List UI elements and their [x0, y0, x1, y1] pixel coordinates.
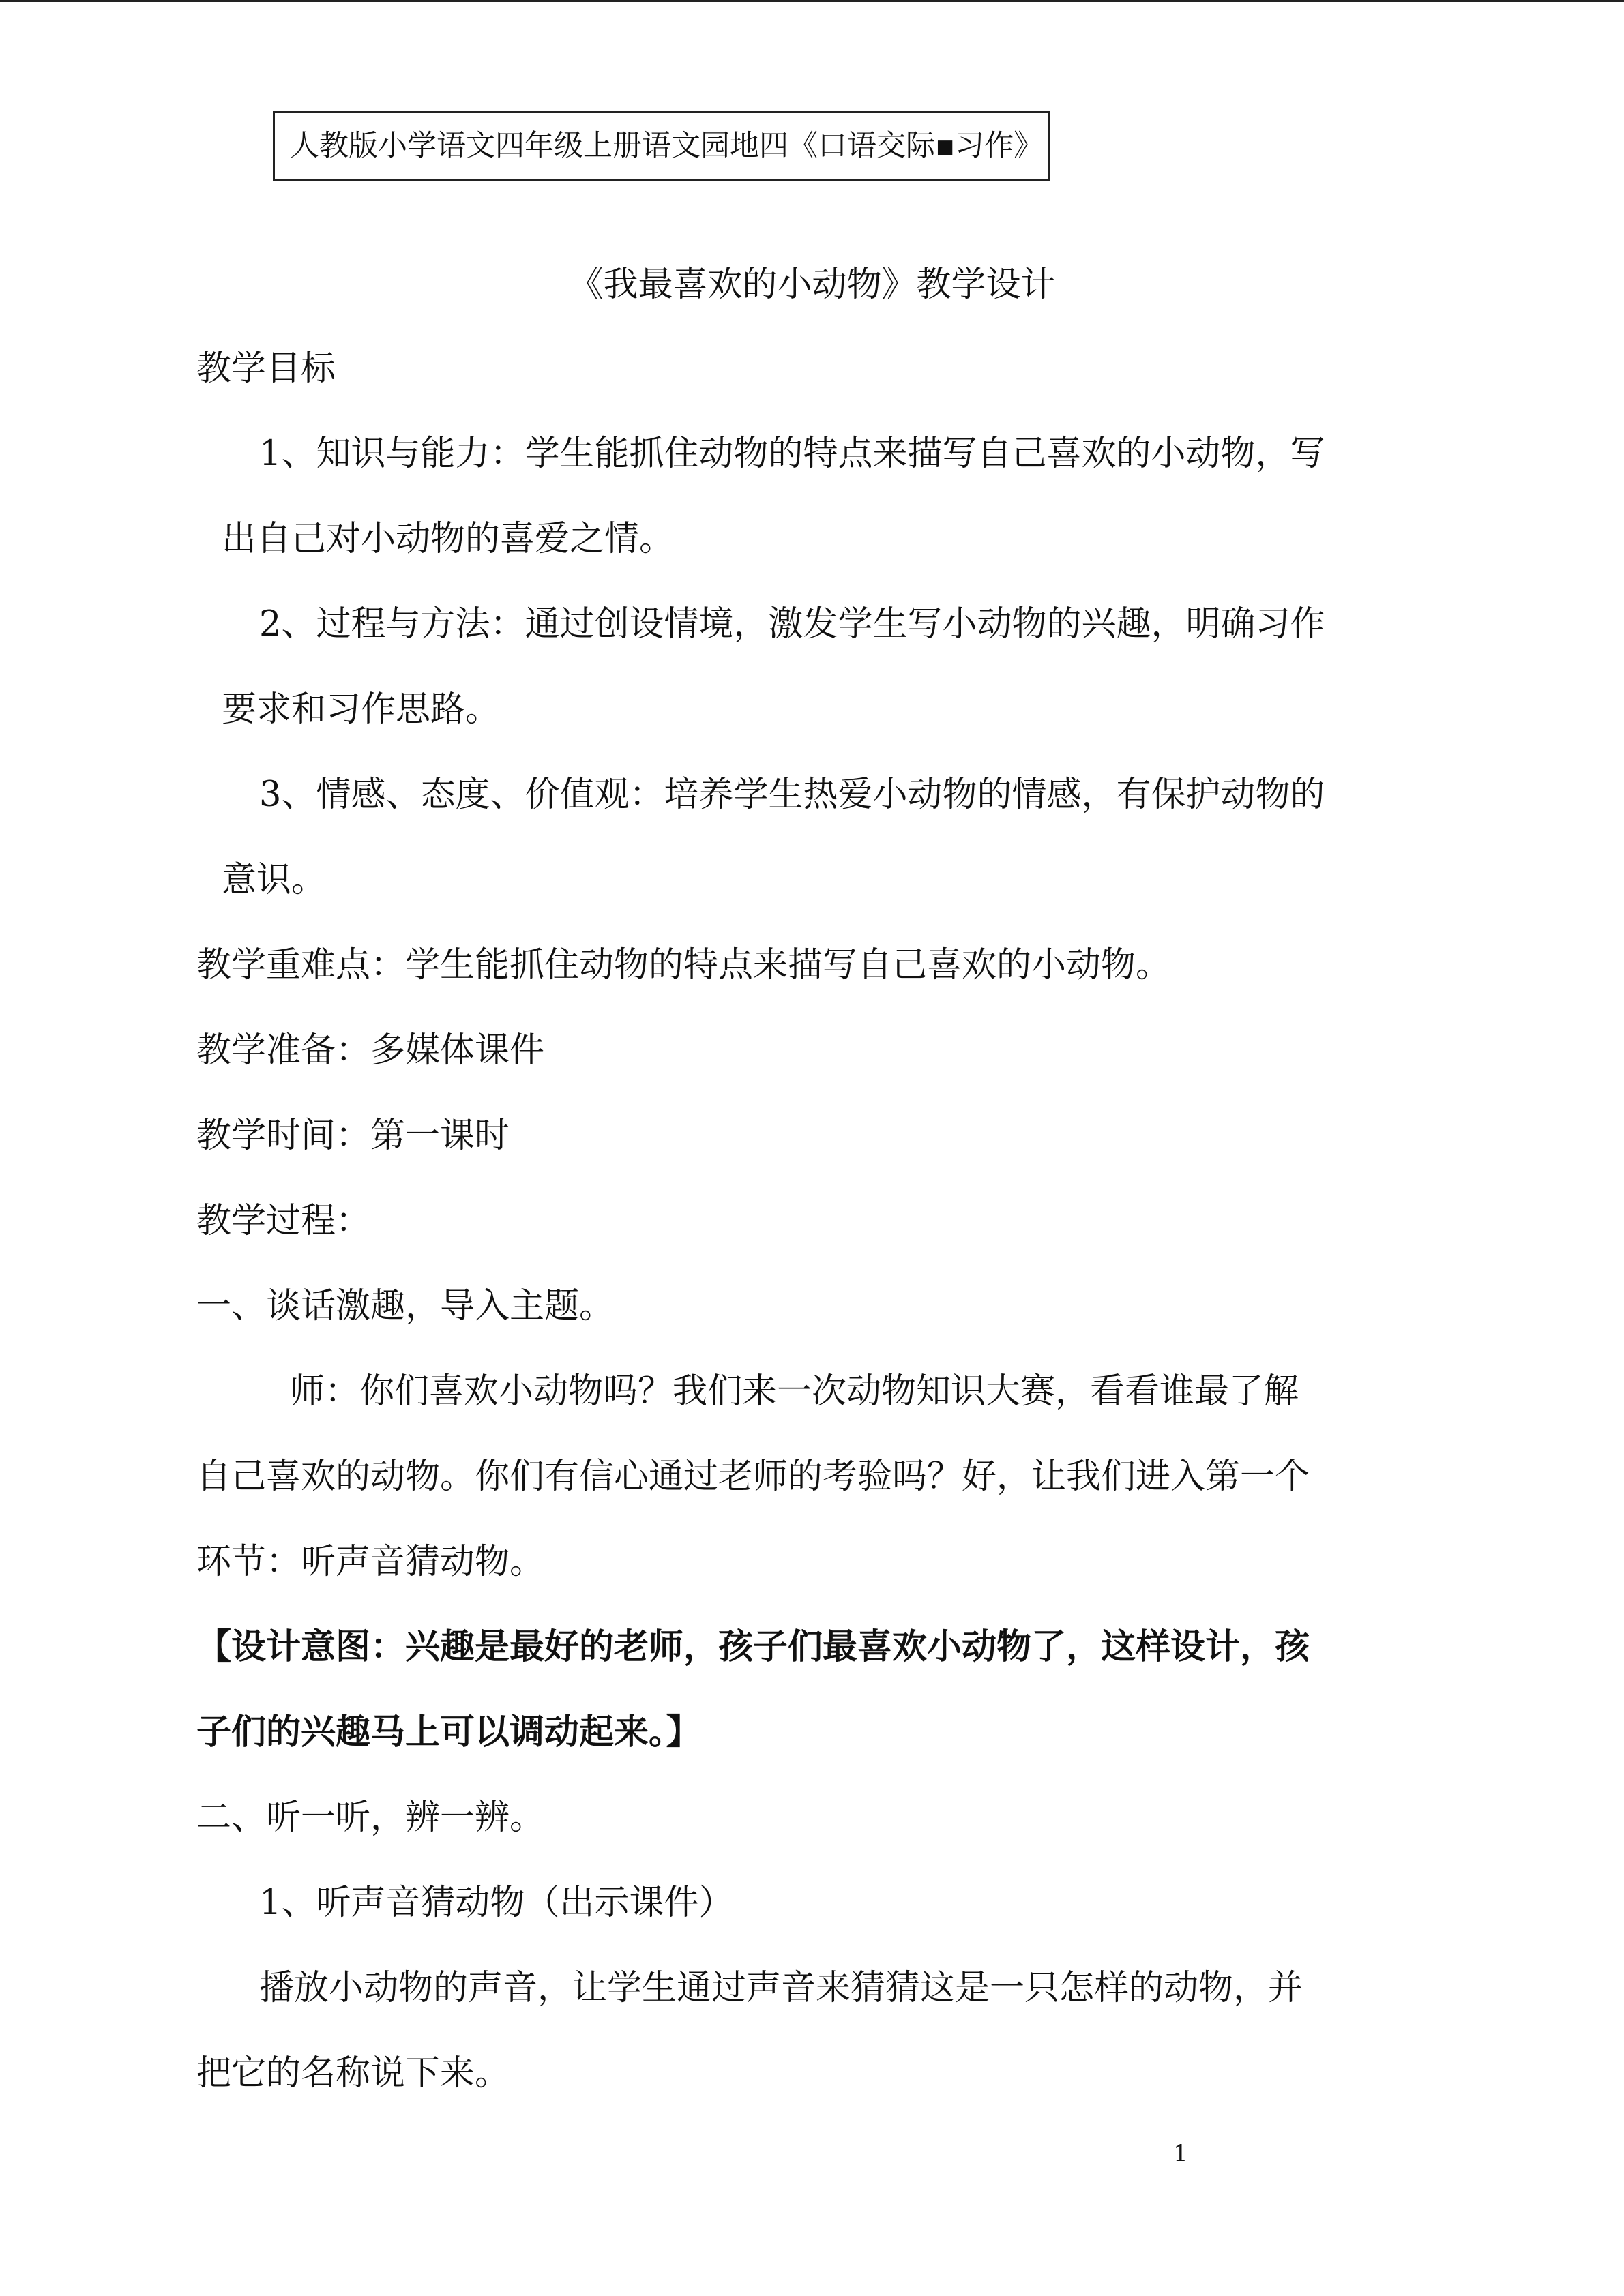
paragraph-line: 意识。 — [222, 860, 327, 900]
design-intent-line: 子们的兴趣马上可以调动起来。】 — [196, 1712, 701, 1753]
paragraph-line: 1、知识与能力：学生能抓住动物的特点来描写自己喜欢的小动物，写 — [259, 434, 1325, 474]
paragraph-line: 教学过程： — [196, 1201, 371, 1241]
document-title: 《我最喜欢的小动物》教学设计 — [568, 265, 1056, 305]
design-intent-line: 【设计意图：兴趣是最好的老师，孩子们最喜欢小动物了，这样设计，孩 — [196, 1627, 1310, 1667]
paragraph-line: 播放小动物的声音，让学生通过声音来猜猜这是一只怎样的动物，并 — [259, 1968, 1303, 2008]
paragraph-line: 要求和习作思路。 — [222, 689, 501, 730]
paragraph-line: 教学准备：多媒体课件 — [196, 1030, 545, 1071]
paragraph-line: 出自己对小动物的喜爱之情。 — [222, 519, 675, 559]
section-heading: 二、听一听，辨一辨。 — [196, 1798, 545, 1838]
page-number: 1 — [1173, 2140, 1188, 2167]
paragraph-line: 把它的名称说下来。 — [196, 2053, 510, 2093]
paragraph-line: 教学重难点：学生能抓住动物的特点来描写自己喜欢的小动物。 — [196, 945, 1171, 985]
header-label: 人教版小学语文四年级上册语文园地四《口语交际▪习作》 — [290, 129, 1044, 163]
paragraph-line: 环节：听声音猜动物。 — [196, 1542, 545, 1582]
paragraph-line: 1、听声音猜动物（出示课件） — [259, 1883, 734, 1923]
header-box — [273, 111, 1050, 181]
paragraph-line: 2、过程与方法：通过创设情境，激发学生写小动物的兴趣，明确习作 — [259, 604, 1325, 644]
paragraph-line: 自己喜欢的动物。你们有信心通过老师的考验吗？好，让我们进入第一个 — [196, 1457, 1310, 1497]
section-heading: 教学目标 — [196, 348, 336, 389]
paragraph-line: 3、情感、态度、价值观：培养学生热爱小动物的情感，有保护动物的 — [259, 775, 1325, 815]
section-heading: 一、谈话激趣，导入主题。 — [196, 1286, 615, 1326]
paragraph-line: 教学时间：第一课时 — [196, 1116, 510, 1156]
paragraph-line: 师：你们喜欢小动物吗？我们来一次动物知识大赛，看看谁最了解 — [290, 1371, 1299, 1412]
